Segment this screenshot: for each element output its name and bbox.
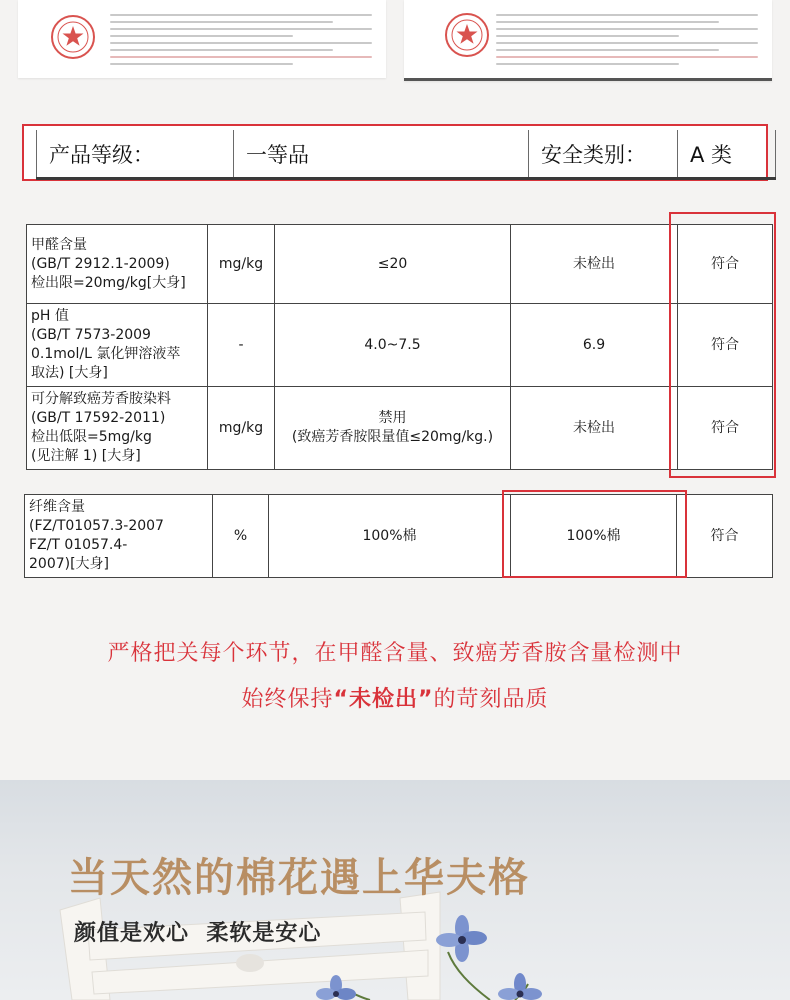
test-item-cell [25, 495, 213, 578]
requirement-cell: ≤20 [275, 225, 511, 304]
test-item-line: 0.1mol/L 氯化钾溶液萃 [31, 346, 181, 362]
unit-cell: mg/kg [208, 225, 275, 304]
slogan-suffix: 的苛刻品质 [433, 687, 549, 712]
unit-cell: mg/kg [208, 387, 275, 470]
slogan-line-2 [0, 682, 790, 713]
test-item-line: (见注解 1) [大身] [31, 448, 141, 464]
conclusion-cell: 符合 [678, 304, 773, 387]
safety-category-value: A 类 [678, 130, 776, 179]
unit-cell: % [213, 495, 269, 578]
test-item-line: 纤维含量 [29, 499, 85, 515]
requirement-cell: 4.0~7.5 [275, 304, 511, 387]
grade-table [36, 130, 776, 180]
test-report-snippet-left [18, 0, 386, 78]
banner-subline: 颜值是欢心 柔软是安心 [74, 920, 322, 946]
table-row [27, 304, 773, 387]
blue-flower [498, 973, 542, 1000]
banner-headline: 当天然的棉花遇上华夫格 [68, 854, 530, 901]
test-item-line: 2007)[大身] [29, 556, 110, 572]
test-item-line: (GB/T 7573-2009 [31, 327, 151, 343]
test-item-line: 检出限=20mg/kg[大身] [31, 274, 186, 291]
test-report-snippet-right [404, 0, 772, 81]
test-item-line: (GB/T 2912.1-2009) [31, 255, 170, 272]
test-item-line: (FZ/T01057.3-2007 [29, 518, 164, 534]
conclusion-cell: 符合 [678, 387, 773, 470]
slogan-line-1: 严格把关每个环节，在甲醛含量、致癌芳香胺含量检测中 [107, 641, 683, 666]
report-fine-print [110, 14, 372, 70]
test-item-cell [27, 387, 208, 470]
fiber-content-table [24, 494, 773, 578]
table-row [27, 387, 773, 470]
result-cell: 未检出 [511, 225, 678, 304]
table-row [27, 225, 773, 304]
slogan-emphasis: “未检出” [333, 687, 434, 712]
grade-row-highlight [22, 124, 768, 181]
blue-flower [436, 915, 487, 962]
test-item-cell [27, 225, 208, 304]
requirement-cell: 100%棉 [269, 495, 511, 578]
safety-category-label: 安全类别： [529, 130, 678, 179]
product-banner [0, 780, 790, 1000]
test-item-line: 甲醛含量 [31, 236, 87, 253]
conclusion-cell: 符合 [678, 225, 773, 304]
conclusion-cell: 符合 [677, 495, 773, 578]
requirement-line: (致癌芳香胺限量值≤20mg/kg.) [291, 429, 494, 445]
test-item-line: pH 值 [31, 308, 69, 324]
grade-label: 产品等级： [37, 130, 234, 179]
inspection-seal-icon [50, 14, 96, 60]
result-cell: 100%棉 [511, 495, 677, 578]
test-item-line: 可分解致癌芳香胺染料 [31, 391, 171, 407]
result-cell: 6.9 [511, 304, 678, 387]
test-item-line: 检出低限=5mg/kg [31, 429, 152, 445]
slogan-prefix: 始终保持 [241, 687, 334, 712]
inspection-seal-icon [444, 12, 490, 58]
requirement-cell [275, 387, 511, 470]
requirement-line: 禁用 [378, 410, 407, 426]
test-item-cell [27, 304, 208, 387]
table-row [25, 495, 773, 578]
result-cell: 未检出 [511, 387, 678, 470]
report-fine-print [496, 14, 758, 70]
test-results-table [26, 224, 773, 470]
grade-value: 一等品 [234, 130, 529, 179]
unit-cell: - [208, 304, 275, 387]
test-item-line: (GB/T 17592-2011) [31, 410, 166, 426]
test-item-line: 取法) [大身] [31, 365, 108, 381]
test-item-line: FZ/T 01057.4- [29, 537, 128, 553]
